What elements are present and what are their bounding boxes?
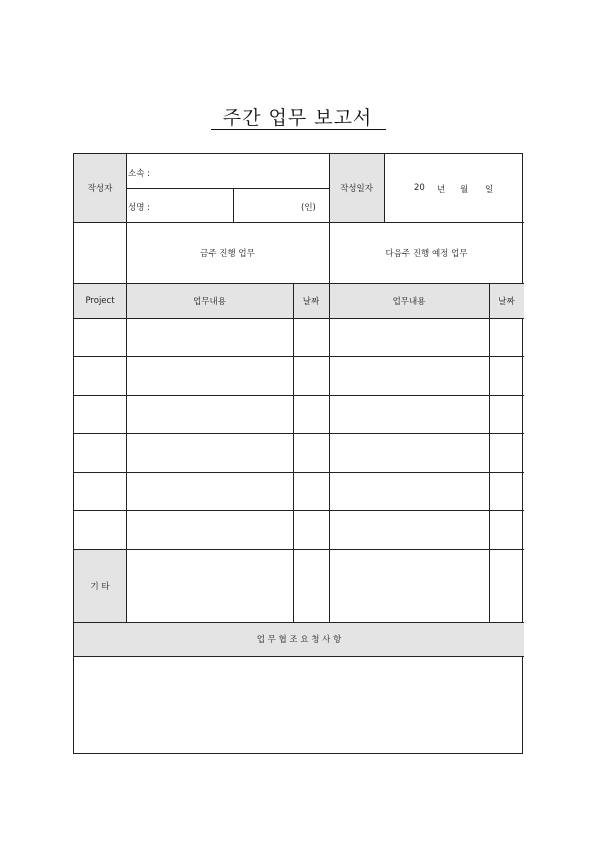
next-week-header: 다음주 진행 예정 업무 bbox=[385, 248, 468, 259]
task-next-cell[interactable] bbox=[329, 318, 489, 356]
task-next-cell[interactable] bbox=[329, 356, 489, 395]
task-this-cell[interactable] bbox=[126, 356, 293, 395]
task-right-column-header: 업무내용 bbox=[392, 296, 426, 307]
date-next-cell[interactable] bbox=[489, 510, 524, 549]
report-table bbox=[73, 153, 523, 754]
date-right-column-header: 날짜 bbox=[498, 296, 515, 307]
other-label: 기 타 bbox=[90, 581, 110, 592]
date-next-cell[interactable] bbox=[489, 433, 524, 472]
date-next-cell[interactable] bbox=[489, 472, 524, 510]
project-cell[interactable] bbox=[74, 510, 126, 549]
task-next-cell[interactable] bbox=[329, 395, 489, 433]
affiliation-label: 소속 : bbox=[128, 169, 150, 179]
project-cell[interactable] bbox=[74, 318, 126, 356]
task-this-cell[interactable] bbox=[126, 433, 293, 472]
date-this-cell[interactable] bbox=[293, 433, 329, 472]
project-cell[interactable] bbox=[74, 433, 126, 472]
this-week-header: 금주 진행 업무 bbox=[200, 248, 255, 259]
author-label: 작성자 bbox=[87, 184, 113, 194]
task-this-cell[interactable] bbox=[126, 395, 293, 433]
date-month-unit: 월 bbox=[460, 185, 469, 195]
date-day-unit: 일 bbox=[485, 185, 494, 195]
task-left-column-header: 업무내용 bbox=[193, 296, 226, 307]
title-underline bbox=[211, 129, 386, 130]
date-this-cell[interactable] bbox=[293, 510, 329, 549]
date-next-cell[interactable] bbox=[489, 318, 524, 356]
task-this-cell[interactable] bbox=[126, 318, 293, 356]
date-this-cell[interactable] bbox=[293, 395, 329, 433]
cooperation-content-area[interactable] bbox=[74, 656, 524, 753]
project-cell[interactable] bbox=[74, 356, 126, 395]
date-next-cell[interactable] bbox=[489, 356, 524, 395]
task-next-cell[interactable] bbox=[329, 510, 489, 549]
project-cell[interactable] bbox=[74, 472, 126, 510]
date-this-cell[interactable] bbox=[293, 318, 329, 356]
cooperation-header: 업 무 협 조 요 청 사 항 bbox=[256, 635, 342, 645]
task-next-cell[interactable] bbox=[329, 472, 489, 510]
date-this-cell[interactable] bbox=[293, 472, 329, 510]
date-label: 작성일자 bbox=[340, 184, 373, 194]
project-cell[interactable] bbox=[74, 395, 126, 433]
date-year-unit: 년 bbox=[437, 185, 446, 195]
date-next-cell[interactable] bbox=[489, 395, 524, 433]
name-label: 성명 : bbox=[128, 203, 150, 213]
task-next-cell[interactable] bbox=[329, 433, 489, 472]
task-this-cell[interactable] bbox=[126, 510, 293, 549]
date-left-column-header: 날짜 bbox=[302, 296, 320, 307]
seal-label: (인) bbox=[301, 203, 316, 213]
page-title: 주간 업무 보고서 bbox=[222, 107, 373, 129]
project-column-header: Project bbox=[85, 295, 115, 306]
task-this-cell[interactable] bbox=[126, 472, 293, 510]
date-year-prefix: 20 bbox=[414, 183, 425, 193]
date-this-cell[interactable] bbox=[293, 356, 329, 395]
